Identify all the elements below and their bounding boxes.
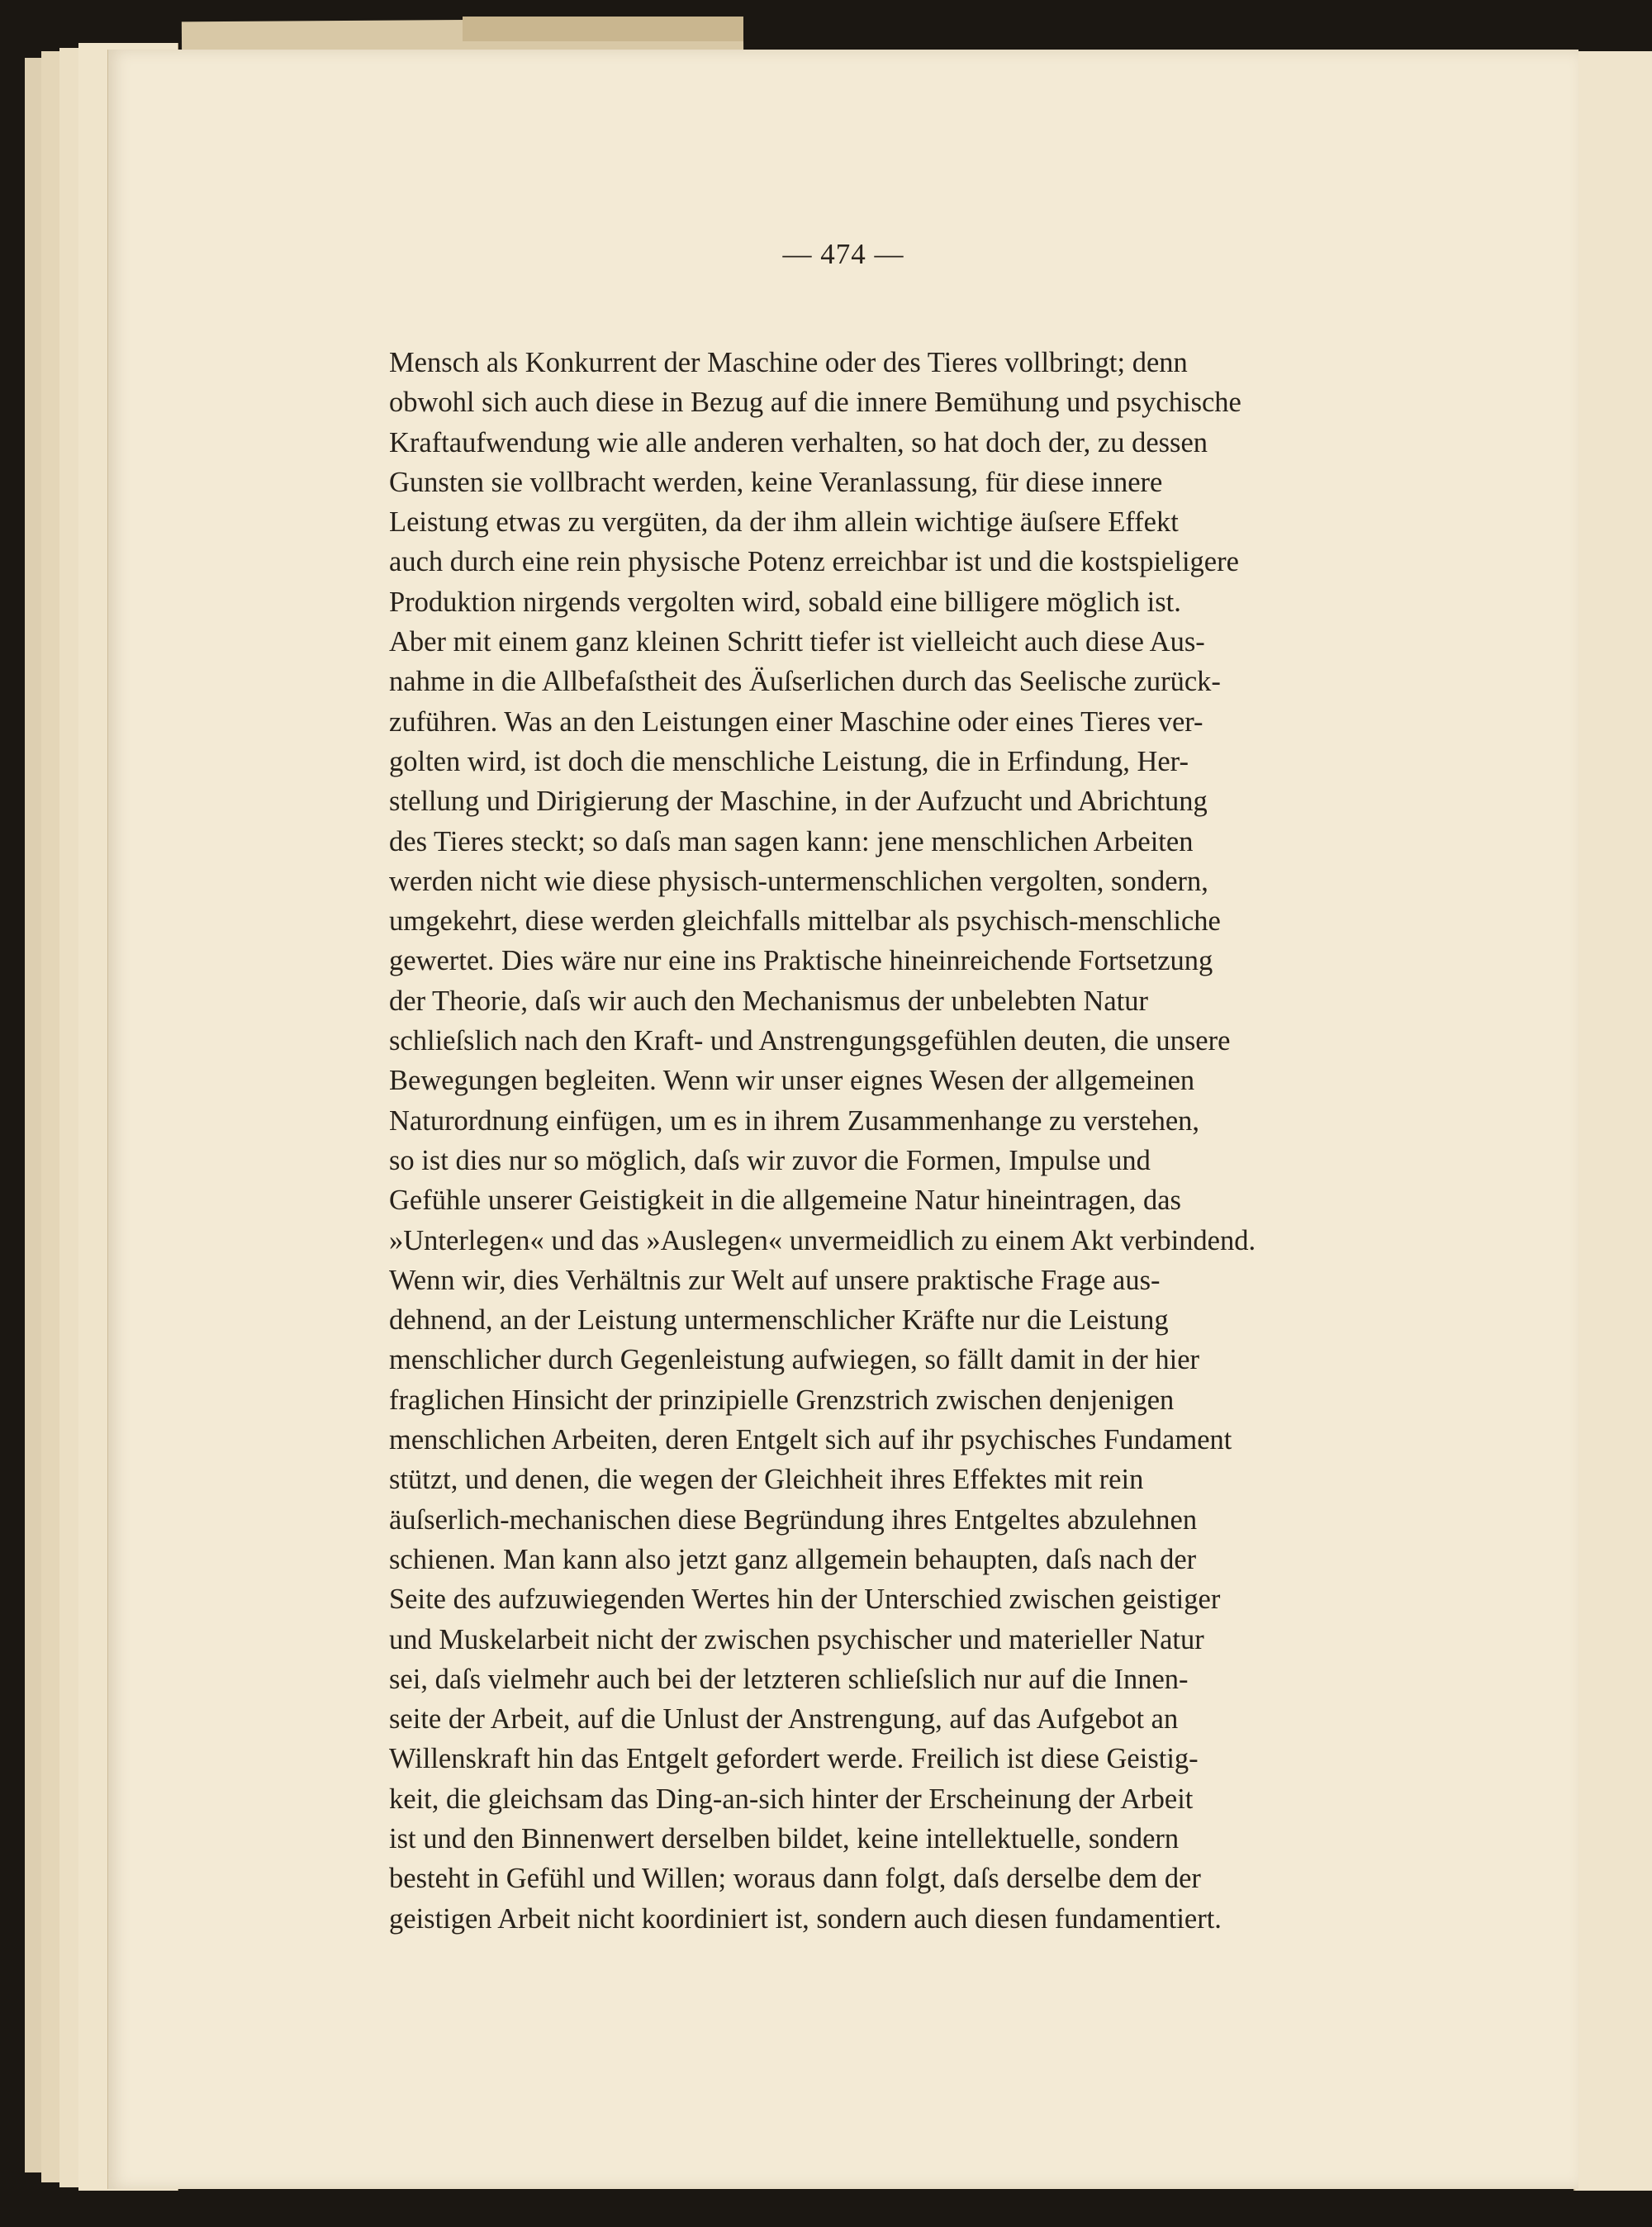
text-line: besteht in Gefühl und Willen; woraus dann folgt, daſs derselbe dem der bbox=[389, 1863, 1201, 1895]
text-line: auch durch eine rein physische Potenz erreichbar ist und die kostspieligere bbox=[389, 546, 1239, 578]
text-line: stellung und Dirigierung der Maschine, in der Aufzucht und Abrichtung bbox=[389, 786, 1208, 818]
text-line: geistigen Arbeit nicht koordiniert ist, sondern auch diesen fundamentiert. bbox=[389, 1902, 1222, 1935]
text-line: Aber mit einem ganz kleinen Schritt tiefer ist vielleicht auch diese Aus- bbox=[389, 626, 1205, 658]
text-line: umgekehrt, diese werden gleichfalls mittelbar als psychisch-menschliche bbox=[389, 905, 1221, 938]
text-line: golten wird, ist doch die menschliche Leistung, die in Erfindung, Her- bbox=[389, 745, 1189, 777]
text-line: Gunsten sie vollbracht werden, keine Veranlassung, für diese innere bbox=[389, 466, 1163, 498]
text-line: seite der Arbeit, auf die Unlust der Anstrengung, auf das Aufgebot an bbox=[389, 1703, 1179, 1736]
text-line: Wenn wir, dies Verhältnis zur Welt auf unsere praktische Frage aus- bbox=[389, 1264, 1161, 1296]
text-line: Seite des aufzuwiegenden Wertes hin der Unterschied zwischen geistiger bbox=[389, 1584, 1221, 1616]
text-line: nahme in die Allbefaſstheit des Äuſserlichen durch das Seelische zurück- bbox=[389, 666, 1221, 698]
text-line: Gefühle unserer Geistigkeit in die allgemeine Natur hineintragen, das bbox=[389, 1185, 1181, 1217]
text-line: keit, die gleichsam das Ding-an-sich hinter der Erscheinung der Arbeit bbox=[389, 1783, 1194, 1815]
text-line: und Muskelarbeit nicht der zwischen psychischer und materieller Natur bbox=[389, 1623, 1204, 1655]
text-line: Leistung etwas zu vergüten, da der ihm allein wichtige äuſsere Effekt bbox=[389, 506, 1179, 539]
text-line: werden nicht wie diese physisch-untermenschlichen vergolten, sondern, bbox=[389, 865, 1208, 897]
text-line: fraglichen Hinsicht der prinzipielle Grenzstrich zwischen denjenigen bbox=[389, 1384, 1175, 1416]
text-line: stützt, und denen, die wegen der Gleichheit ihres Effektes mit rein bbox=[389, 1464, 1144, 1496]
text-line: Produktion nirgends vergolten wird, sobald eine billigere möglich ist. bbox=[389, 586, 1181, 618]
text-line: Mensch als Konkurrent der Maschine oder des Tieres vollbringt; denn bbox=[389, 347, 1188, 378]
text-line: obwohl sich auch diese in Bezug auf die innere Bemühung und psychische bbox=[389, 387, 1241, 419]
text-line: ist und den Binnenwert derselben bildet, keine intellektuelle, sondern bbox=[389, 1822, 1180, 1854]
text-line: menschlicher durch Gegenleistung aufwiegen, so fällt damit in der hier bbox=[389, 1344, 1200, 1376]
text-line: »Unterlegen« und das »Auslegen« unvermeidlich zu einem Akt verbindend. bbox=[389, 1224, 1256, 1256]
body-text bbox=[389, 343, 1500, 1939]
text-line: dehnend, an der Leistung untermenschlicher Kräfte nur die Leistung bbox=[389, 1304, 1169, 1337]
text-line: äuſserlich-mechanischen diese Begründung ihres Entgeltes abzulehnen bbox=[389, 1503, 1198, 1536]
book-page bbox=[107, 50, 1578, 2189]
text-line: menschlichen Arbeiten, deren Entgelt sich auf ihr psychisches Fundament bbox=[389, 1424, 1232, 1456]
text-line: Kraftaufwendung wie alle anderen verhalten, so hat doch der, zu dessen bbox=[389, 426, 1208, 458]
text-line: gewertet. Dies wäre nur eine ins Praktische hineinreichende Fortsetzung bbox=[389, 945, 1213, 977]
text-line: Willenskraft hin das Entgelt gefordert werde. Freilich ist diese Geistig- bbox=[389, 1743, 1199, 1775]
text-line: Bewegungen begleiten. Wenn wir unser eignes Wesen der allgemeinen bbox=[389, 1065, 1195, 1097]
text-line: der Theorie, daſs wir auch den Mechanismus der unbelebten Natur bbox=[389, 985, 1149, 1017]
text-line: schienen. Man kann also jetzt ganz allgemein behaupten, daſs nach der bbox=[389, 1543, 1197, 1575]
text-line: zuführen. Was an den Leistungen einer Maschine oder eines Tieres ver- bbox=[389, 705, 1203, 738]
text-line: so ist dies nur so möglich, daſs wir zuvor die Formen, Impulse und bbox=[389, 1144, 1151, 1176]
page-number: — 474 — bbox=[782, 238, 904, 270]
text-line: sei, daſs vielmehr auch bei der letzteren schlieſslich nur auf die Innen- bbox=[389, 1663, 1189, 1695]
torn-paper-strip bbox=[463, 17, 743, 41]
text-line: Naturordnung einfügen, um es in ihrem Zusammenhange zu verstehen, bbox=[389, 1104, 1200, 1137]
text-line: schlieſslich nach den Kraft- und Anstrengungsgefühlen deuten, die unsere bbox=[389, 1025, 1231, 1057]
text-line: des Tieres steckt; so daſs man sagen kann: jene menschlichen Arbeiten bbox=[389, 825, 1194, 857]
adjacent-page-edge bbox=[1574, 51, 1652, 2191]
